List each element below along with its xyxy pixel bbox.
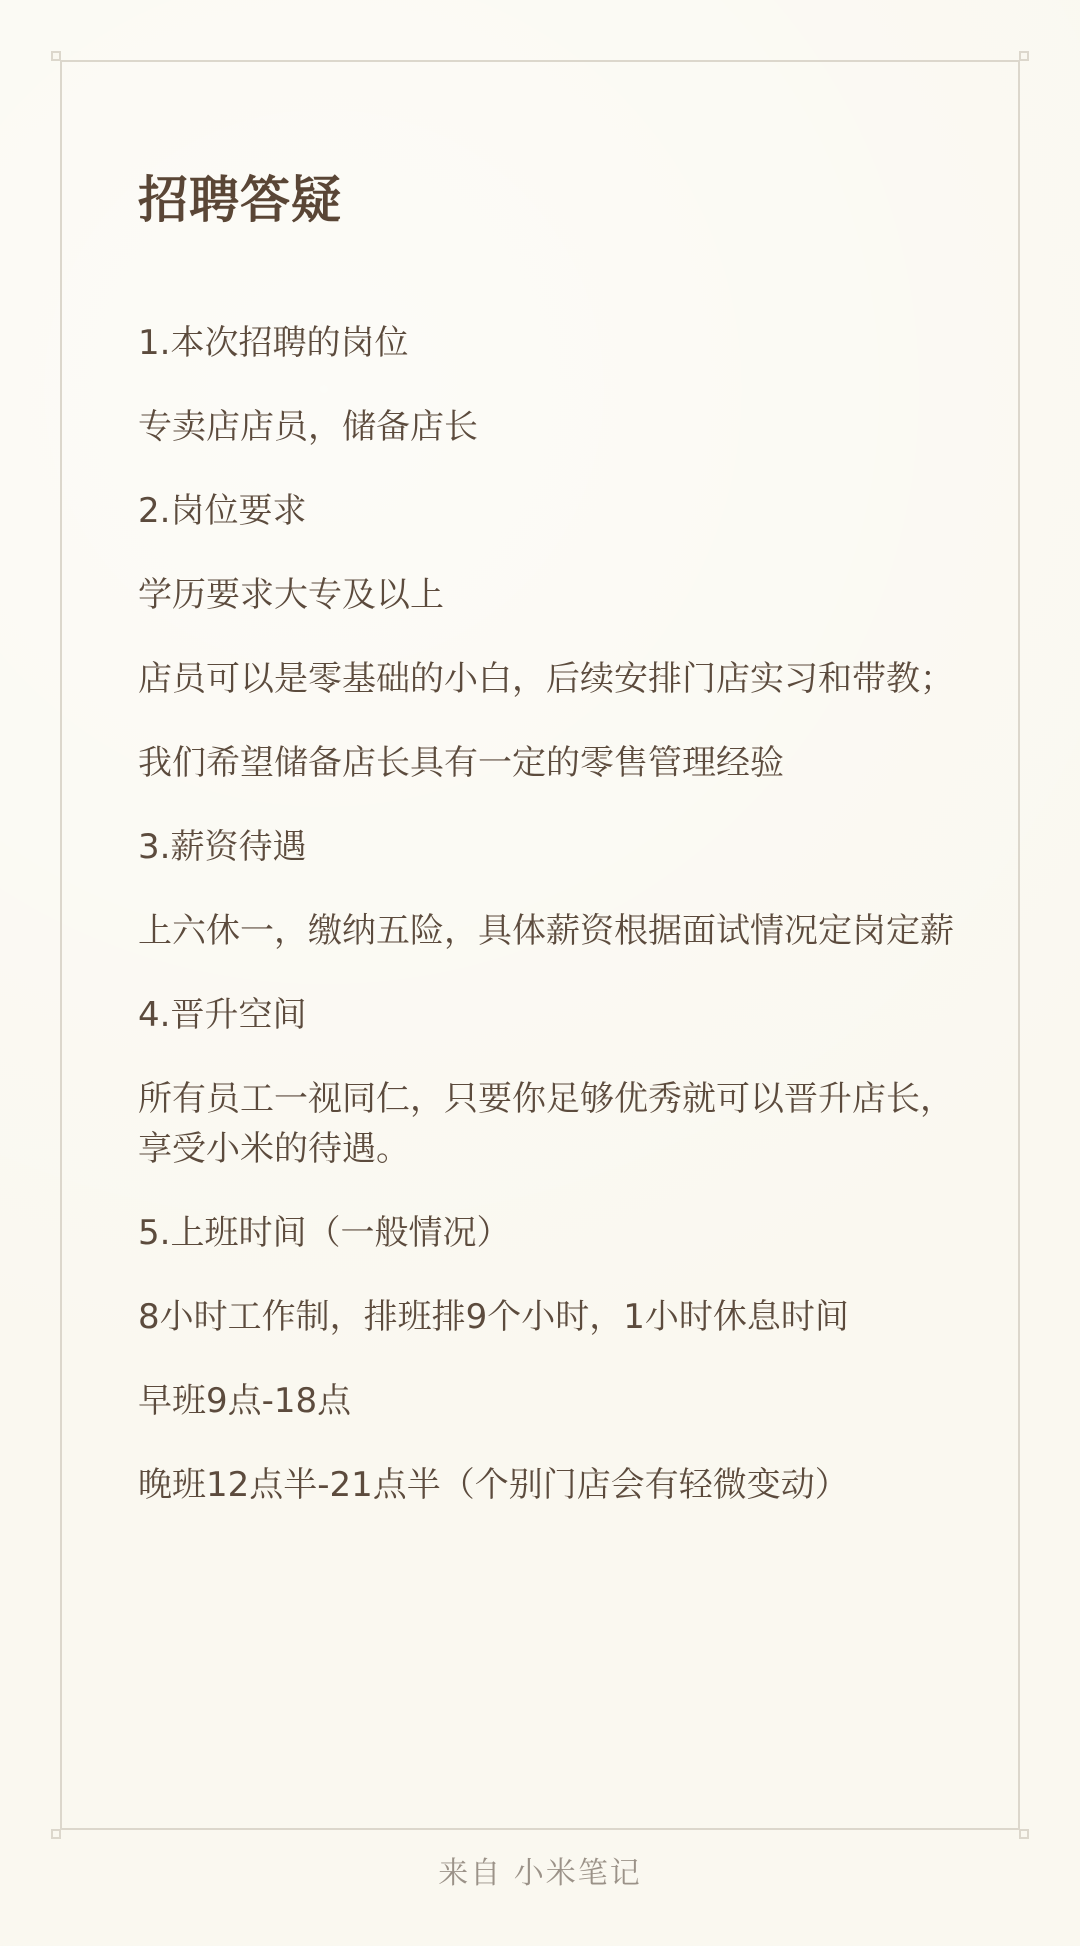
- note-paragraph: 2.岗位要求: [138, 491, 307, 531]
- note-paragraph: 店员可以是零基础的小白，后续安排门店实习和带教；: [138, 659, 954, 699]
- note-paragraph: 早班9点-18点: [138, 1381, 352, 1421]
- corner-ornament-top-left: [51, 51, 71, 71]
- note-paragraph: 所有员工一视同仁，只要你足够优秀就可以晋升店长，享受小米的待遇。: [138, 1079, 954, 1169]
- note-paragraph: 我们希望储备店长具有一定的零售管理经验: [138, 743, 784, 783]
- note-paragraph: 上六休一，缴纳五险，具体薪资根据面试情况定岗定薪: [138, 911, 954, 951]
- note-paragraph: 8小时工作制，排班排9个小时，1小时休息时间: [138, 1297, 849, 1337]
- note-paragraph: 专卖店店员，储备店长: [138, 407, 478, 447]
- note-paragraph: 4.晋升空间: [138, 995, 307, 1035]
- corner-ornament-bottom-left: [51, 1819, 71, 1839]
- note-body[interactable]: [138, 318, 958, 1544]
- source-footer: 来自 小米笔记: [438, 1856, 642, 1891]
- note-title: 招聘答疑: [138, 171, 342, 229]
- corner-ornament-bottom-right: [1009, 1819, 1029, 1839]
- note-paragraph: 晚班12点半-21点半（个别门店会有轻微变动）: [138, 1465, 849, 1505]
- note-paragraph: 学历要求大专及以上: [138, 575, 444, 615]
- note-paragraph: 5.上班时间（一般情况）: [138, 1213, 511, 1253]
- note-paragraph: 1.本次招聘的岗位: [138, 323, 409, 363]
- corner-ornament-top-right: [1009, 51, 1029, 71]
- note-paragraph: 3.薪资待遇: [138, 827, 307, 867]
